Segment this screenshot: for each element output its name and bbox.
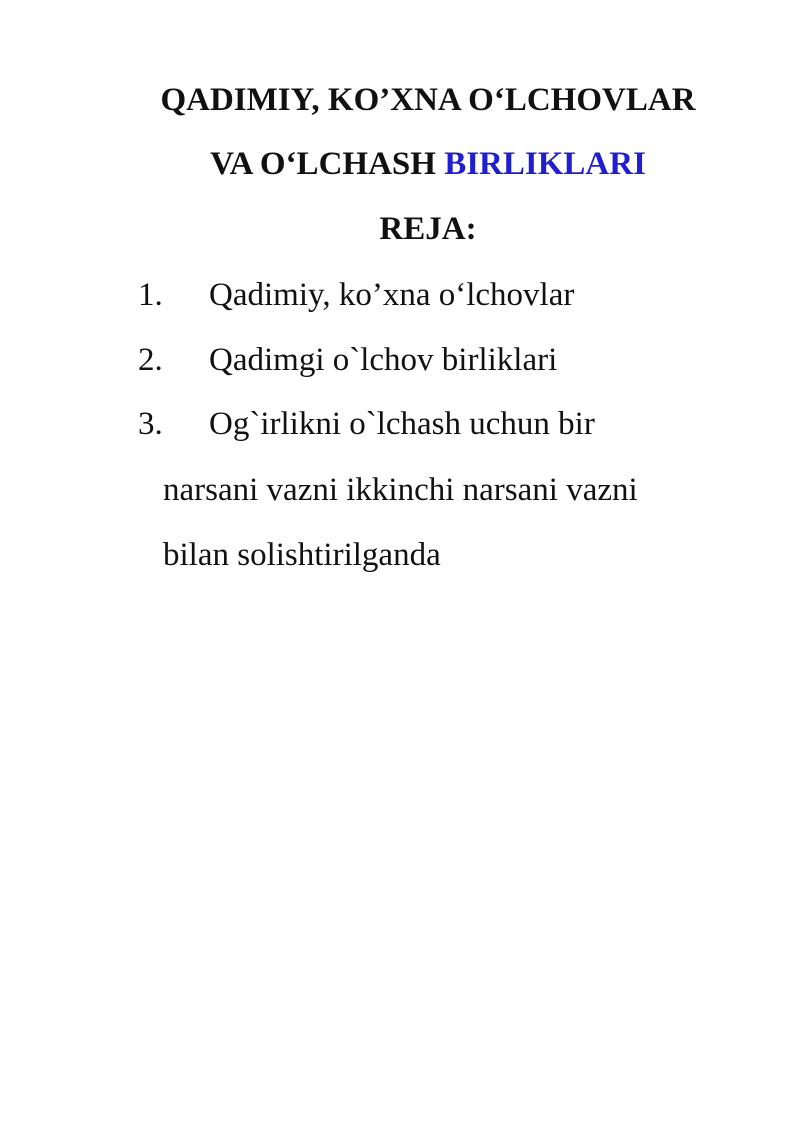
plan-item-number: 3. — [138, 406, 163, 442]
plan-item-number: 2. — [138, 342, 163, 378]
document-title-line-1 — [0, 80, 800, 120]
plan-item-continuation: narsani vazni ikkinchi narsani vazni — [163, 472, 638, 508]
plan-heading — [0, 209, 800, 249]
plan-heading-text: REJA: — [379, 211, 477, 247]
plan-item-text: Qadimiy, ko’xna o‘lchovlar — [209, 277, 575, 313]
title-text-2-accent: BIRLIKLARI — [444, 146, 646, 182]
title-text-1: QADIMIY, KO’XNA O‘LCHOVLAR — [160, 82, 696, 118]
plan-item-continuation: bilan solishtirilganda — [163, 537, 441, 573]
document-title-line-2 — [0, 144, 800, 184]
plan-item-text: Qadimgi o`lchov birliklari — [209, 342, 558, 378]
plan-item-number: 1. — [138, 277, 163, 313]
title-text-2-prefix: VA O‘LCHASH — [210, 146, 445, 182]
plan-item-text: Og`irlikni o`lchash uchun bir — [209, 406, 595, 442]
